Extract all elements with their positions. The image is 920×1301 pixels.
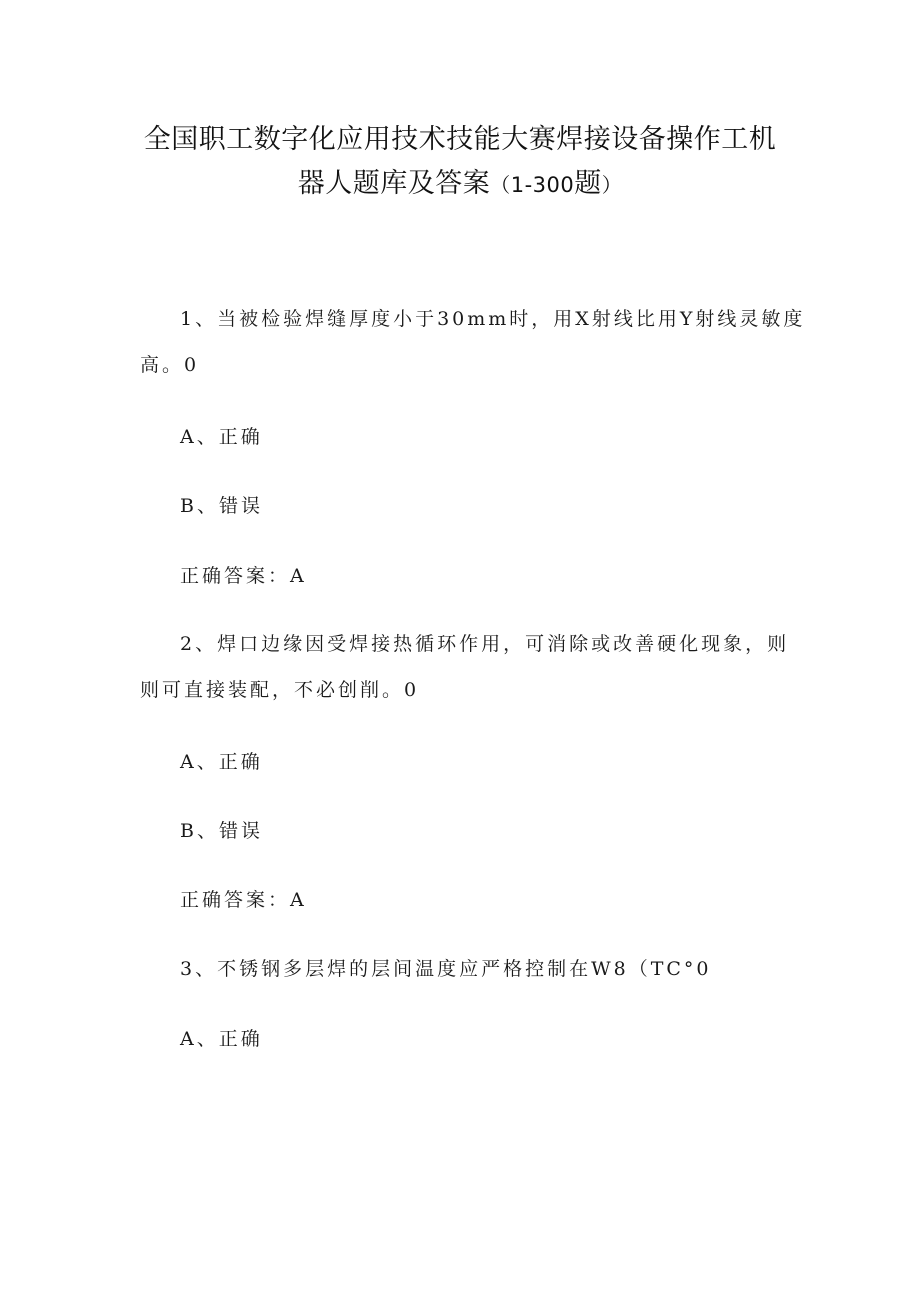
title-paren-open: （ <box>490 173 511 197</box>
question-1-option-b: B、错误 <box>180 495 263 517</box>
title-main: 器人题库及答案 <box>297 168 491 199</box>
question-1-answer: 正确答案：A <box>180 565 307 587</box>
question-1-line-2: 高。0 <box>140 354 200 376</box>
question-1-option-a: A、正确 <box>180 426 263 448</box>
title-range: 1-300 <box>510 173 575 197</box>
title-line-2 <box>0 162 920 207</box>
document-title <box>0 118 920 207</box>
title-line-1: 全国职工数字化应用技术技能大赛焊接设备操作工机 <box>143 124 777 155</box>
question-3-option-a: A、正确 <box>180 1028 263 1050</box>
question-1-stem <box>140 296 806 388</box>
title-paren-close: ） <box>601 173 623 197</box>
question-2-option-a: A、正确 <box>180 751 263 773</box>
question-2-line-2: 则可直接装配，不必创削。0 <box>140 679 420 701</box>
question-2-line-1: 2、焊口边缘因受焊接热循环作用，可消除或改善硬化现象，则 <box>180 633 790 655</box>
question-2-stem <box>140 621 790 713</box>
question-2-option-b: B、错误 <box>180 820 263 842</box>
question-3-stem <box>140 946 780 992</box>
question-2-answer: 正确答案：A <box>180 889 307 911</box>
question-3-line-1: 3、不锈钢多层焊的层间温度应严格控制在W8（TC°0 <box>180 958 712 980</box>
title-suffix: 题 <box>574 168 602 199</box>
question-1-line-1: 1、当被检验焊缝厚度小于30mm时，用X射线比用Y射线灵敏度 <box>180 308 806 330</box>
